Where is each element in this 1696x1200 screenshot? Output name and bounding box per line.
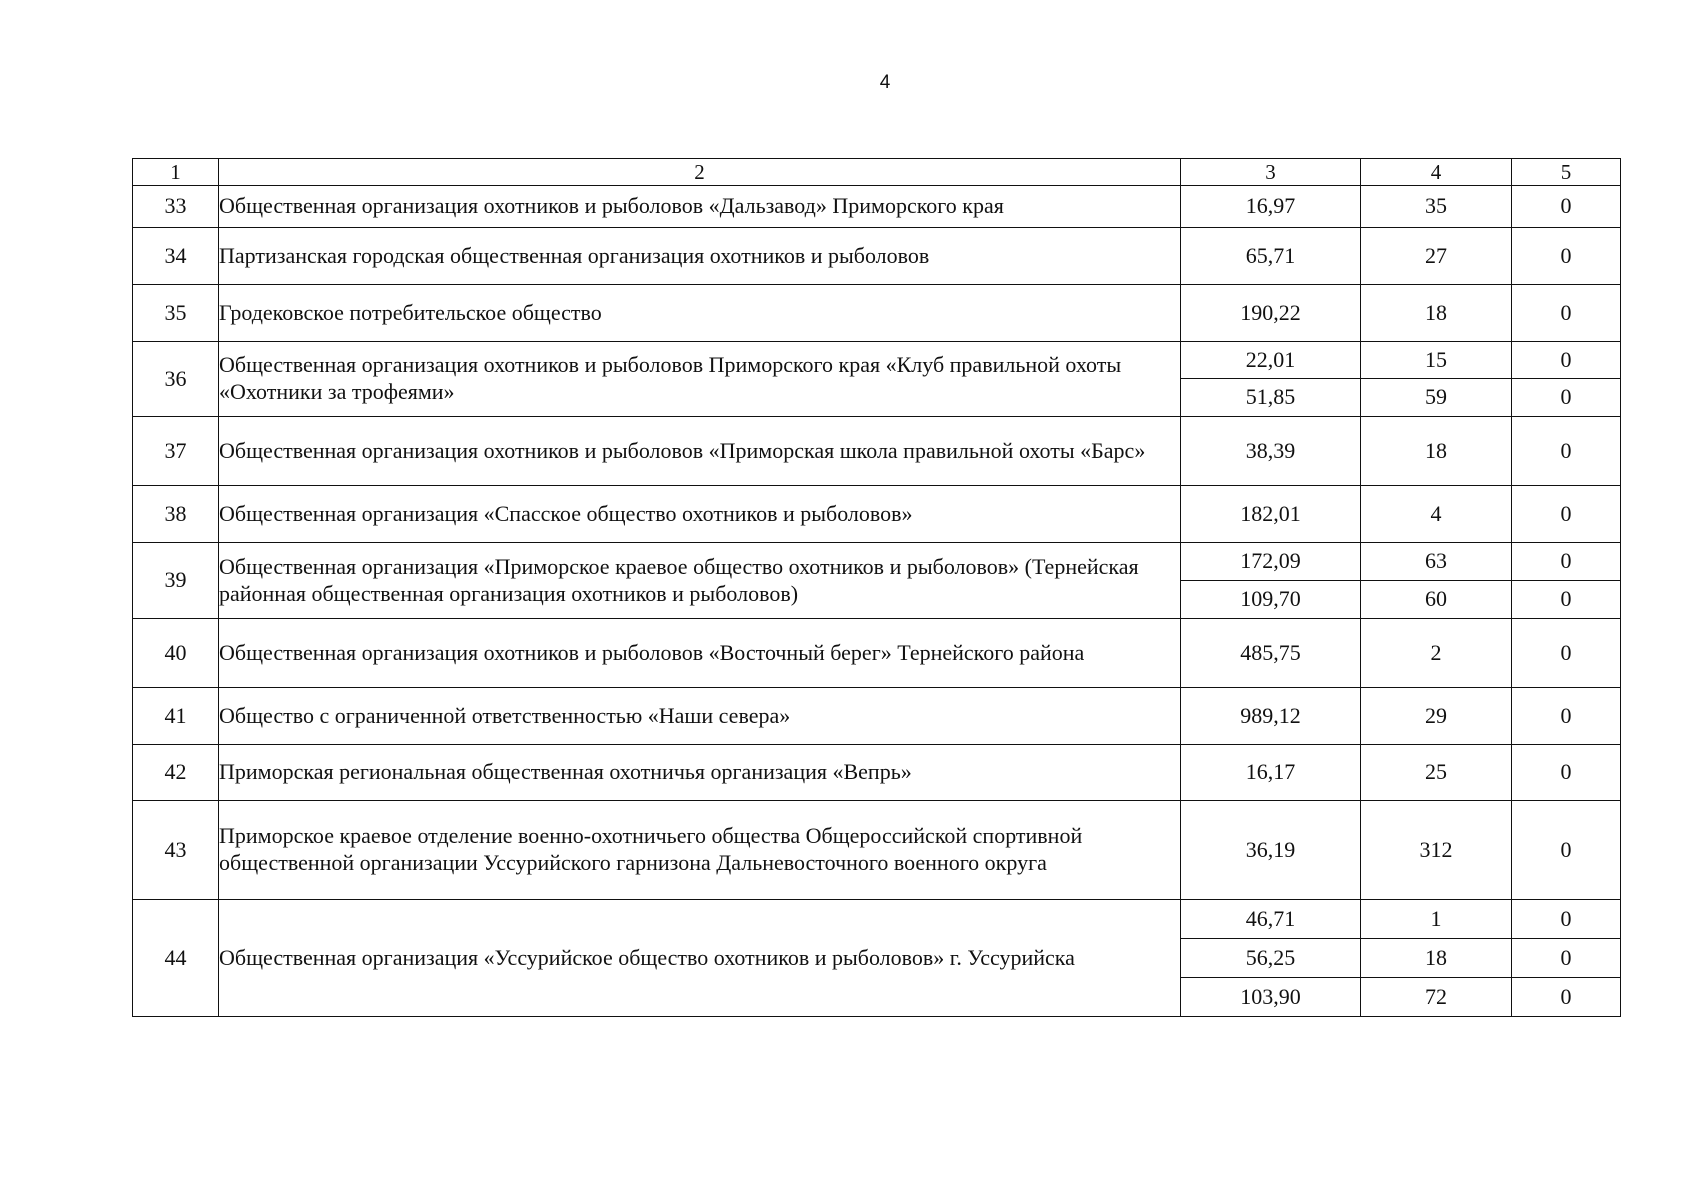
column-4-value: 35 (1361, 186, 1512, 228)
organization-name: Общество с ограниченной ответственностью «Наши севера» (219, 688, 1181, 745)
column-4-value: 15 (1361, 342, 1512, 379)
area-value: 16,17 (1181, 745, 1361, 801)
column-4-value: 27 (1361, 228, 1512, 285)
organization-name: Общественная организация охотников и рыболовов Приморского края «Клуб правильной охоты «Охотники за трофеями» (219, 342, 1181, 417)
column-5-value: 0 (1512, 186, 1621, 228)
column-4-value: 2 (1361, 619, 1512, 688)
table-row (133, 342, 1621, 379)
registry-table (132, 158, 1621, 1017)
header-col-1: 1 (133, 159, 219, 186)
row-number: 36 (133, 342, 219, 417)
organization-name: Общественная организация «Уссурийское общество охотников и рыболовов» г. Уссурийска (219, 900, 1181, 1017)
table-row (133, 688, 1621, 745)
column-5-value: 0 (1512, 581, 1621, 619)
area-value: 46,71 (1181, 900, 1361, 939)
area-value: 172,09 (1181, 543, 1361, 581)
column-5-value: 0 (1512, 619, 1621, 688)
area-value: 36,19 (1181, 801, 1361, 900)
organization-name: Приморское краевое отделение военно-охотничьего общества Общероссийской спортивной общественной организации Уссурийского гарнизона Дальневосточного военного округа (219, 801, 1181, 900)
column-5-value: 0 (1512, 379, 1621, 417)
area-value: 51,85 (1181, 379, 1361, 417)
row-number: 33 (133, 186, 219, 228)
header-col-5: 5 (1512, 159, 1621, 186)
organization-name: Общественная организация охотников и рыболовов «Дальзавод» Приморского края (219, 186, 1181, 228)
column-5-value: 0 (1512, 543, 1621, 581)
area-value: 190,22 (1181, 285, 1361, 342)
area-value: 22,01 (1181, 342, 1361, 379)
header-col-4: 4 (1361, 159, 1512, 186)
row-number: 44 (133, 900, 219, 1017)
table-body (133, 159, 1621, 1017)
column-4-value: 18 (1361, 285, 1512, 342)
column-5-value: 0 (1512, 228, 1621, 285)
organization-name: Общественная организация «Приморское краевое общество охотников и рыболовов» (Тернейская районная общественная организация охотников и рыболовов) (219, 543, 1181, 619)
column-5-value: 0 (1512, 342, 1621, 379)
area-value: 182,01 (1181, 486, 1361, 543)
organization-name: Общественная организация охотников и рыболовов «Восточный берег» Тернейского района (219, 619, 1181, 688)
header-row (133, 159, 1621, 186)
area-value: 16,97 (1181, 186, 1361, 228)
column-4-value: 60 (1361, 581, 1512, 619)
column-4-value: 29 (1361, 688, 1512, 745)
column-4-value: 4 (1361, 486, 1512, 543)
table-row (133, 486, 1621, 543)
row-number: 42 (133, 745, 219, 801)
column-4-value: 18 (1361, 939, 1512, 978)
column-4-value: 72 (1361, 978, 1512, 1017)
organization-name: Общественная организация «Спасское общество охотников и рыболовов» (219, 486, 1181, 543)
table-row (133, 543, 1621, 581)
organization-name: Приморская региональная общественная охотничья организация «Вепрь» (219, 745, 1181, 801)
area-value: 56,25 (1181, 939, 1361, 978)
area-value: 989,12 (1181, 688, 1361, 745)
column-5-value: 0 (1512, 939, 1621, 978)
column-5-value: 0 (1512, 285, 1621, 342)
row-number: 40 (133, 619, 219, 688)
column-4-value: 63 (1361, 543, 1512, 581)
table-row (133, 417, 1621, 486)
area-value: 65,71 (1181, 228, 1361, 285)
column-4-value: 59 (1361, 379, 1512, 417)
column-4-value: 312 (1361, 801, 1512, 900)
table-row (133, 285, 1621, 342)
column-4-value: 18 (1361, 417, 1512, 486)
row-number: 35 (133, 285, 219, 342)
organization-name: Общественная организация охотников и рыболовов «Приморская школа правильной охоты «Барс» (219, 417, 1181, 486)
column-5-value: 0 (1512, 900, 1621, 939)
column-5-value: 0 (1512, 745, 1621, 801)
table-row (133, 228, 1621, 285)
area-value: 38,39 (1181, 417, 1361, 486)
organization-name: Гродековское потребительское общество (219, 285, 1181, 342)
area-value: 109,70 (1181, 581, 1361, 619)
row-number: 37 (133, 417, 219, 486)
row-number: 39 (133, 543, 219, 619)
area-value: 485,75 (1181, 619, 1361, 688)
row-number: 34 (133, 228, 219, 285)
row-number: 38 (133, 486, 219, 543)
column-5-value: 0 (1512, 801, 1621, 900)
header-col-2: 2 (219, 159, 1181, 186)
page-number: 4 (879, 72, 891, 93)
column-4-value: 25 (1361, 745, 1512, 801)
column-5-value: 0 (1512, 978, 1621, 1017)
table-row (133, 186, 1621, 228)
column-5-value: 0 (1512, 417, 1621, 486)
table-row (133, 745, 1621, 801)
row-number: 41 (133, 688, 219, 745)
column-4-value: 1 (1361, 900, 1512, 939)
organization-name: Партизанская городская общественная организация охотников и рыболовов (219, 228, 1181, 285)
area-value: 103,90 (1181, 978, 1361, 1017)
row-number: 43 (133, 801, 219, 900)
column-5-value: 0 (1512, 688, 1621, 745)
table-row (133, 619, 1621, 688)
table-row (133, 900, 1621, 939)
column-5-value: 0 (1512, 486, 1621, 543)
table-row (133, 801, 1621, 900)
header-col-3: 3 (1181, 159, 1361, 186)
